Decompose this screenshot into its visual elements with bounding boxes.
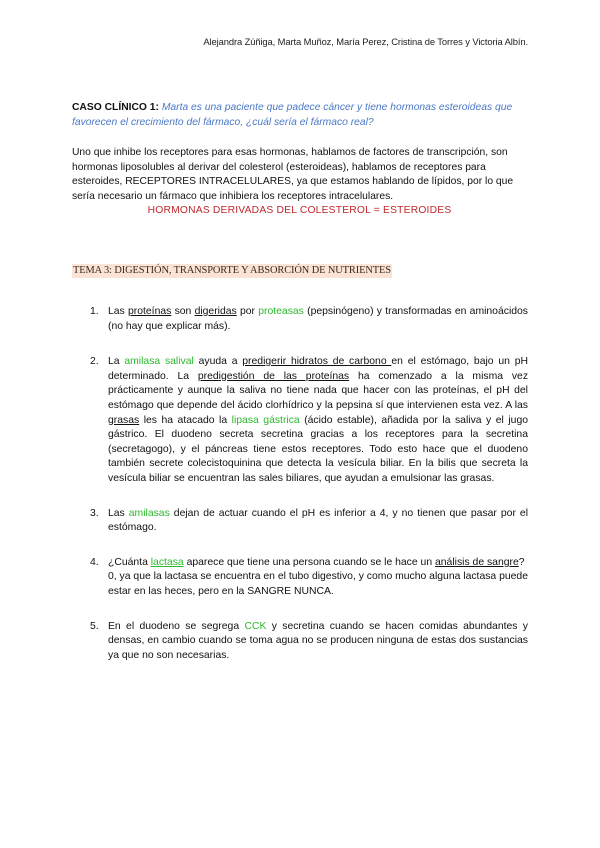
case-answer: Uno que inhibe los receptores para esas hormonas, hablamos de factores de transcripción, son hormonas liposolubles al derivar del colesterol (esteroideas), hablamos de receptores para esteroides, RECEPTORES INTRACELULARES, ya que estamos hablando de lípidos, por lo que sería necesario un fármaco que inhibiera los receptores intracelulares.: [72, 147, 514, 202]
document-header-authors: Alejandra Zúñiga, Marta Muñoz, María Perez, Cristina de Torres y Victoria Albín.: [203, 36, 528, 47]
underlined-term: predigerir hidratos de carbono: [242, 356, 392, 368]
highlighted-term: lactasa: [150, 556, 184, 568]
item-text: y secretina cuando se hacen comidas abundantes y densas, en cambio cuando se toma agua no se producen ninguna de estas dos sustancias ya que no son necesarias.: [108, 620, 528, 661]
item-text: ?: [518, 556, 525, 568]
highlighted-term: lipasa gástrica: [231, 414, 300, 426]
list-item: [72, 507, 528, 536]
highlighted-term: amilasa salival: [124, 356, 194, 368]
section-title: TEMA 3: DIGESTIÓN, TRANSPORTE Y ABSORCIÓN DE NUTRIENTES: [73, 265, 391, 276]
item-text: Las: [108, 507, 129, 519]
item-answer: 0, ya que la lactasa se encuentra en el tubo digestivo, y como mucho alguna lactasa puede estar en las heces, pero en la SANGRE NUNCA.: [108, 571, 528, 597]
list-number: 4.: [90, 556, 99, 568]
underlined-term: análisis de sangre: [435, 556, 519, 568]
item-text: en el estómago, bajo un pH determinado. La: [108, 356, 528, 382]
item-text: La: [108, 356, 125, 368]
list-number: 2.: [90, 356, 99, 368]
item-text: aparece que tiene una persona cuando se le hace un: [183, 556, 435, 568]
list-item: [72, 556, 528, 600]
case-label: CASO CLÍNICO 1:: [72, 102, 159, 113]
list-item: [72, 305, 528, 334]
underlined-term: predigestión de las proteínas: [197, 370, 350, 382]
highlighted-term: proteasas: [258, 306, 304, 317]
item-text: En el duodeno se segrega: [108, 620, 245, 632]
item-text: por: [236, 306, 259, 317]
item-text: ¿Cuánta: [108, 556, 151, 568]
item-text: (pepsinógeno) y transformadas en aminoácidos (no hay que explicar más).: [108, 306, 529, 332]
case-question: Marta es una paciente que padece cáncer y tiene hormonas esteroideas que favorecen el crecimiento del fármaco, ¿cuál sería el fármaco real?: [72, 102, 513, 128]
numbered-list: [72, 305, 528, 663]
item-text: dejan de actuar cuando el pH es inferior a 4, y no tienen que pasar por el estómago.: [108, 507, 529, 534]
case-conclusion: HORMONAS DERIVADAS DEL COLESTEROL = ESTEROIDES: [147, 205, 452, 216]
item-text: ha comenzado a la misma vez prácticamente y aunque la saliva no tiene nada que hacer con las proteínas, el pH del estómago que depende del ácido clorhídrico y la pepsina sí que intervienen esta vez. A las: [108, 370, 529, 411]
item-text: Las: [108, 306, 128, 317]
list-number: 1.: [90, 306, 99, 317]
item-text: son: [171, 306, 195, 317]
list-number: 5.: [90, 620, 99, 632]
list-number: 3.: [90, 507, 99, 519]
list-item: [72, 355, 528, 486]
underlined-term: digeridas: [194, 306, 237, 317]
clinical-case: [72, 101, 527, 130]
underlined-term: proteínas: [128, 306, 172, 317]
item-text: ayuda a: [193, 356, 243, 368]
item-text: les ha atacado la: [139, 414, 232, 426]
item-text: (ácido estable), añadida por la saliva y el jugo gástrico. El duodeno secreta secretina gracias a los receptores para la secretina (secretagogo), y el páncreas tiene estos receptores. Todo esto hace que el duodeno también secrete colecistoquinina que detecta la vesícula biliar. En la bilis que secreta la vesícula biliar se encuentran las sales biliares, que ayudan a emulsionar las grasas.: [108, 414, 528, 484]
underlined-term: grasas: [108, 414, 140, 426]
highlighted-term: amilasas: [128, 507, 170, 519]
list-item: [72, 620, 528, 664]
highlighted-term: CCK: [244, 620, 267, 632]
